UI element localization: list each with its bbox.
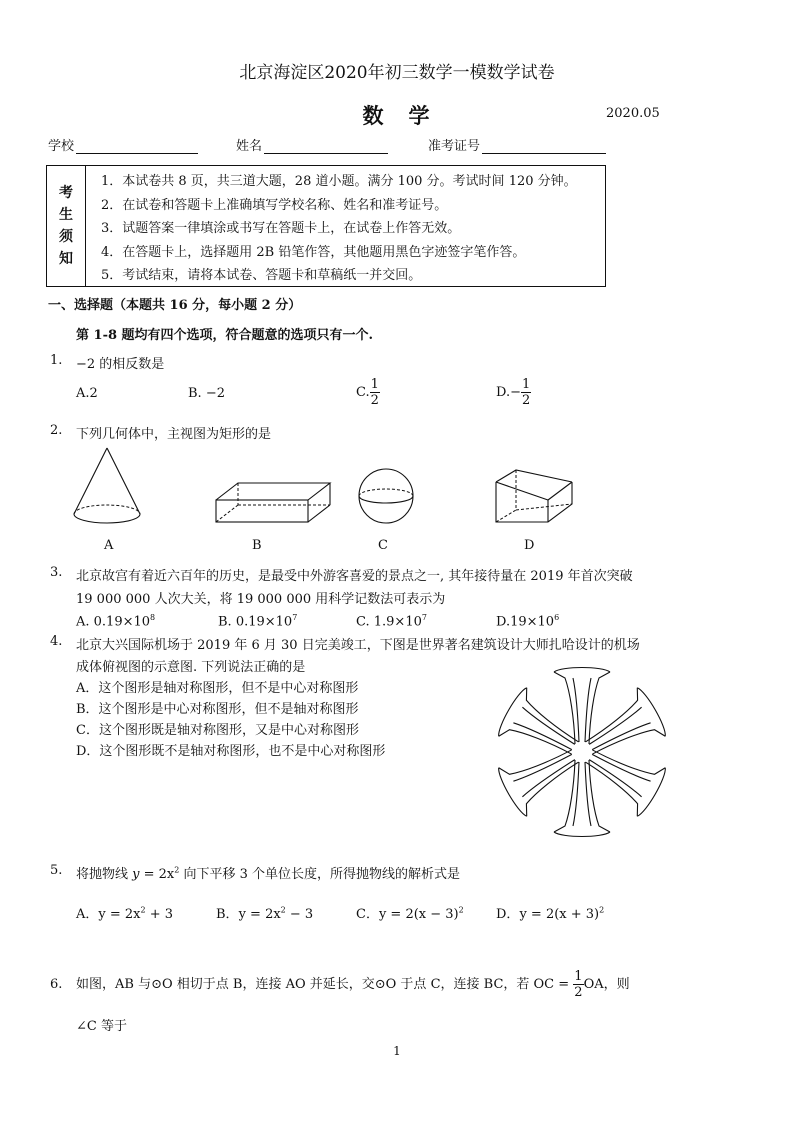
q3-option-b: [218, 613, 297, 629]
name-blank: [264, 139, 388, 154]
q5-text-after: 向下平移 3 个单位长度，所得抛物线的解析式是: [179, 867, 461, 882]
exam-date: 2020.05: [606, 106, 660, 121]
q1-c-prefix: C.: [356, 385, 370, 400]
q1-option-b: B. −2: [188, 386, 225, 401]
subject-title: 数 学: [362, 103, 432, 128]
notice-item: 4．在答题卡上，选择题用 2B 铅笔作答，其他题用黑色字迹签字笔作答。: [101, 244, 526, 260]
base: A. 0.19×10: [76, 614, 151, 630]
q5-number: 5.: [50, 863, 63, 878]
q4-line1: 北京大兴国际机场于 2019 年 6 月 30 日完美竣工，下图是世界著名建筑设计大师扎哈设计的机场: [76, 638, 640, 653]
q5-option-a: [76, 903, 173, 922]
section-note: 第 1-8 题均有四个选项，符合题意的选项只有一个.: [76, 328, 374, 343]
cuboid-icon: [216, 483, 330, 522]
q2-number: 2.: [50, 423, 63, 438]
school-label: 学校: [48, 139, 75, 154]
airport-arm: [554, 668, 610, 745]
tail: + 3: [145, 907, 174, 922]
base: C. 1.9×10: [356, 614, 422, 630]
q6-number: 6.: [50, 977, 63, 992]
base: D.19×10: [496, 614, 555, 630]
exponent: 8: [150, 613, 156, 622]
q4-option-a: A．这个图形是轴对称图形，但不是中心对称图形: [76, 681, 359, 696]
sphere-icon: [359, 469, 413, 523]
q1-number: 1.: [50, 353, 63, 368]
denominator: 2: [574, 985, 583, 1000]
numerator: 1: [370, 377, 379, 392]
q5-option-d: [496, 903, 604, 922]
expr: y = 2(x − 3): [378, 907, 459, 922]
q5-text: [76, 863, 460, 882]
q4-line2: 成体俯视图的示意图. 下列说法正确的是: [76, 660, 306, 675]
q6-text-after: OA，则: [583, 977, 630, 992]
exam-id-blank: [482, 139, 606, 154]
q1-text: −2 的相反数是: [76, 357, 165, 372]
q3-option-d: [496, 613, 559, 629]
page-title: 北京海淀区2020年初三数学一模数学试卷: [239, 63, 555, 83]
exponent: 7: [421, 613, 427, 622]
name-label: 姓名: [236, 139, 263, 154]
q5-option-b: [216, 903, 313, 922]
q3-line1: 北京故宫有着近六百年的历史，是最受中外游客喜爱的景点之一, 其年接待量在 2019 年首次突破: [76, 569, 633, 584]
q2-label-c: C: [378, 538, 388, 553]
notice-item: 3．试题答案一律填涂或书写在答题卡上，在试卷上作答无效。: [101, 221, 461, 236]
exponent: 6: [554, 613, 560, 622]
expr: y = 2x: [238, 907, 281, 922]
airport-arm: [495, 732, 589, 819]
q4-option-d: D．这个图形既不是轴对称图形，也不是中心对称图形: [76, 744, 386, 759]
q4-option-b: B．这个图形是中心对称图形，但不是轴对称图形: [76, 702, 359, 717]
q5-text-before: 将抛物线: [76, 867, 133, 882]
q2-text: 下列几何体中，主视图为矩形的是: [76, 427, 272, 442]
q3-number: 3.: [50, 565, 63, 580]
exponent: 2: [599, 905, 605, 915]
q1-d-prefix: D.−: [496, 385, 521, 400]
tail: − 3: [285, 907, 314, 922]
q6-line2: ∠C 等于: [76, 1019, 127, 1034]
base: B. 0.19×10: [218, 614, 293, 630]
q5-y: y: [132, 867, 140, 882]
q6-text-before: 如图，AB 与⊙O 相切于点 B，连接 AO 并延长，交⊙O 于点 C，连接 BC，若 OC =: [76, 977, 574, 992]
q1-option-d: [496, 377, 531, 408]
notice-label-char: 知: [59, 251, 73, 267]
name-field: [236, 135, 388, 154]
notice-item: 5．考试结束，请将本试卷、答题卡和草稿纸一并交回。: [101, 268, 422, 283]
numerator: 1: [574, 969, 583, 984]
q1-d-fraction: [521, 377, 531, 408]
q1-c-fraction: [370, 377, 380, 408]
notice-box: [46, 165, 606, 287]
q5-option-c: [356, 903, 464, 922]
label: C．: [356, 907, 379, 922]
exponent: 2: [140, 905, 146, 915]
numerator: 1: [521, 377, 531, 392]
q2-figures: [60, 440, 620, 535]
prism-icon: [496, 470, 572, 522]
airport-arm: [575, 732, 669, 819]
label: A．: [76, 907, 99, 922]
cone-icon: [74, 448, 140, 523]
q6-text: [76, 969, 630, 1000]
expr: y = 2x: [98, 907, 141, 922]
q4-option-c: C．这个图形既是轴对称图形，又是中心对称图形: [76, 723, 359, 738]
airport-arm: [495, 686, 589, 773]
notice-item: 2．在试卷和答题卡上准确填写学校名称、姓名和准考证号。: [101, 197, 448, 213]
q6-fraction: [573, 969, 583, 1000]
airport-arm: [554, 760, 610, 837]
q2-label-d: D: [524, 538, 535, 553]
label: B．: [216, 907, 239, 922]
exponent: 7: [292, 613, 298, 622]
q3-line2: 19 000 000 人次大关，将 19 000 000 用科学记数法可表示为: [76, 592, 446, 607]
exam-id-label: 准考证号: [428, 139, 481, 154]
exponent: 2: [458, 905, 464, 915]
q1-option-c: [356, 377, 380, 408]
notice-label-char: 考: [59, 185, 73, 201]
denominator: 2: [521, 393, 531, 408]
q2-label-b: B: [252, 538, 262, 553]
q3-option-c: [356, 613, 427, 629]
label: D．: [496, 907, 520, 922]
exam-id-field: [428, 135, 606, 154]
airport-arm: [575, 686, 669, 773]
page-number: 1: [393, 1044, 401, 1058]
school-field: [48, 135, 198, 154]
notice-label: [47, 166, 86, 286]
q3-option-a: [76, 613, 155, 629]
school-blank: [76, 139, 198, 154]
expr: y = 2(x + 3): [519, 907, 600, 922]
section-heading: 一、选择题（本题共 16 分，每小题 2 分）: [48, 298, 302, 313]
notice-label-char: 生: [59, 207, 73, 223]
q5-rhs: = 2x: [139, 867, 175, 882]
q2-label-a: A: [104, 538, 114, 553]
q4-number: 4.: [50, 634, 63, 649]
notice-label-char: 须: [59, 229, 73, 245]
airport-figure: [492, 662, 672, 842]
notice-item: 1．本试卷共 8 页，共三道大题，28 道小题。满分 100 分。考试时间 120 分钟。: [101, 174, 577, 189]
exponent: 2: [280, 905, 286, 915]
q1-option-a: A.2: [76, 386, 98, 401]
exponent: 2: [174, 865, 180, 875]
notice-items: [101, 170, 577, 288]
denominator: 2: [370, 393, 379, 408]
